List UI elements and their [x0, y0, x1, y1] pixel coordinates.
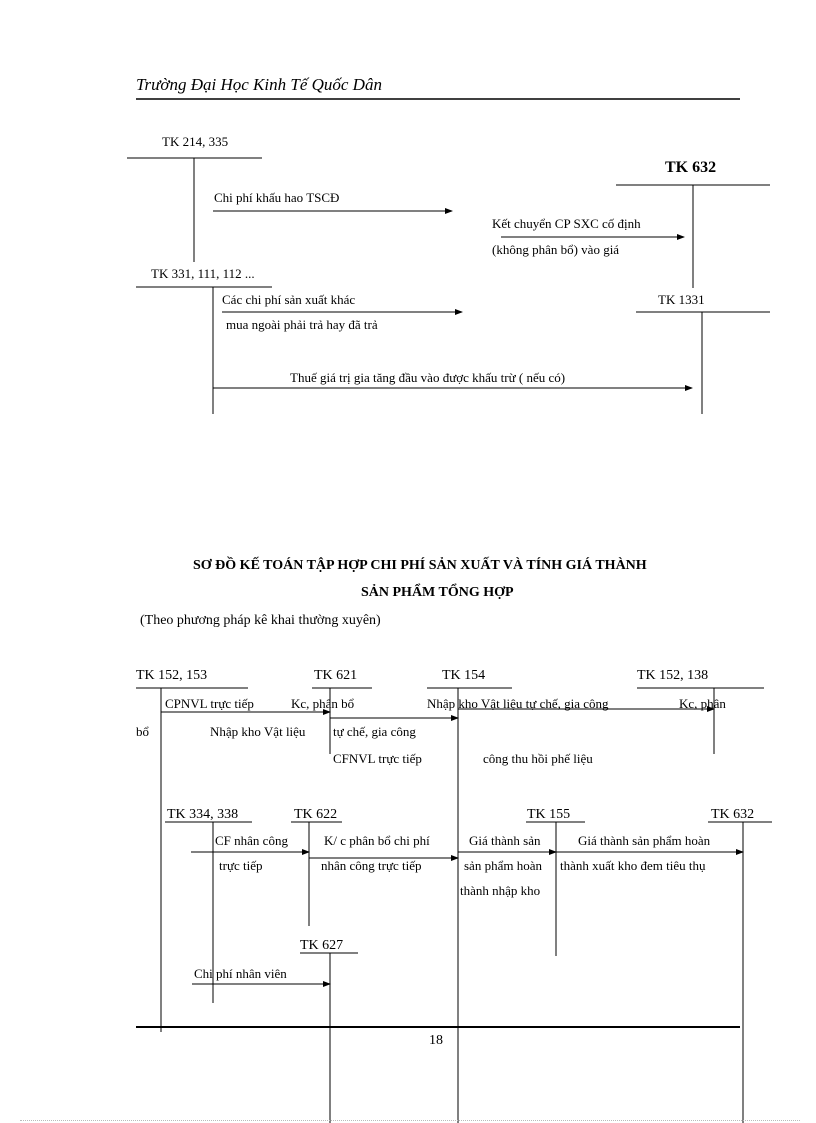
label-xuatkho-1: Giá thành sản phẩm hoàn [578, 833, 711, 848]
label-bo: bổ [136, 724, 149, 739]
label-tk-632-bottom: TK 632 [711, 807, 755, 822]
label-tk-214-335: TK 214, 335 [162, 134, 229, 149]
label-tk-621: TK 621 [314, 668, 358, 683]
label-giathanh-1: Giá thành sản [469, 833, 541, 848]
label-tk-154: TK 154 [442, 668, 486, 683]
label-tuche: tự chế, gia công [333, 724, 416, 739]
label-tk-632: TK 632 [665, 159, 717, 176]
page-number: 18 [429, 1033, 443, 1048]
label-giathanh-3: thành nhập kho [460, 883, 541, 898]
label-kc-phanbo-cp-1: K/ c phân bổ chi phí [324, 833, 430, 848]
label-other-costs-2: mua ngoài phải trả hay đã trả [226, 317, 378, 332]
label-tk-334-338: TK 334, 338 [167, 807, 239, 822]
label-cf-nhancong-1: CF nhân công [215, 833, 288, 848]
label-tk-627: TK 627 [300, 938, 344, 953]
label-tk-1331: TK 1331 [658, 292, 705, 307]
label-tk-152-138: TK 152, 138 [637, 668, 709, 683]
label-tk-622: TK 622 [294, 807, 338, 822]
label-nhapkho: Nhập kho Vật liệu tự chế, gia công [427, 696, 609, 711]
section-subtitle: (Theo phương pháp kê khai thường xuyên) [140, 613, 381, 628]
label-xuatkho-2: thành xuất kho đem tiêu thụ [560, 858, 706, 873]
label-giathanh-2: sản phẩm hoàn [464, 858, 542, 873]
label-depreciation: Chi phí khấu hao TSCĐ [214, 190, 340, 205]
label-chiphi-nv: Chi phí nhân viên [194, 966, 287, 981]
section-title-line2: SẢN PHẨM TỔNG HỢP [361, 585, 514, 600]
label-kc-phan: Kc, phân [679, 696, 726, 711]
label-cpnvl: CPNVL trực tiếp [165, 696, 254, 711]
label-nhapkho-vl: Nhập kho Vật liệu [210, 724, 306, 739]
label-congthu: công thu hồi phế liệu [483, 751, 593, 766]
label-transfer-line1: Kết chuyển CP SXC cố định [492, 216, 641, 231]
label-transfer-line2: (không phân bổ) vào giá [492, 242, 620, 257]
label-other-costs-1: Các chi phí sản xuất khác [222, 292, 356, 307]
label-cfnvl: CFNVL trực tiếp [333, 751, 422, 766]
label-kc-phanbo: Kc, phân bổ [291, 696, 355, 711]
label-vat: Thuế giá trị gia tăng đầu vào được khấu trừ ( nếu có) [290, 370, 566, 385]
label-kc-phanbo-cp-2: nhân công trực tiếp [321, 858, 422, 873]
label-tk-331: TK 331, 111, 112 ... [151, 266, 255, 281]
section-title-line1: SƠ ĐỒ KẾ TOÁN TẬP HỢP CHI PHÍ SẢN XUẤT VÀ TÍNH GIÁ THÀNH [193, 558, 647, 573]
header-school: Trường Đại Học Kinh Tế Quốc Dân [136, 75, 382, 94]
label-cf-nhancong-2: trực tiếp [219, 858, 263, 873]
bottom-dotted-edge [20, 1120, 800, 1121]
label-tk-155: TK 155 [527, 807, 571, 822]
label-tk-152-153: TK 152, 153 [136, 668, 208, 683]
